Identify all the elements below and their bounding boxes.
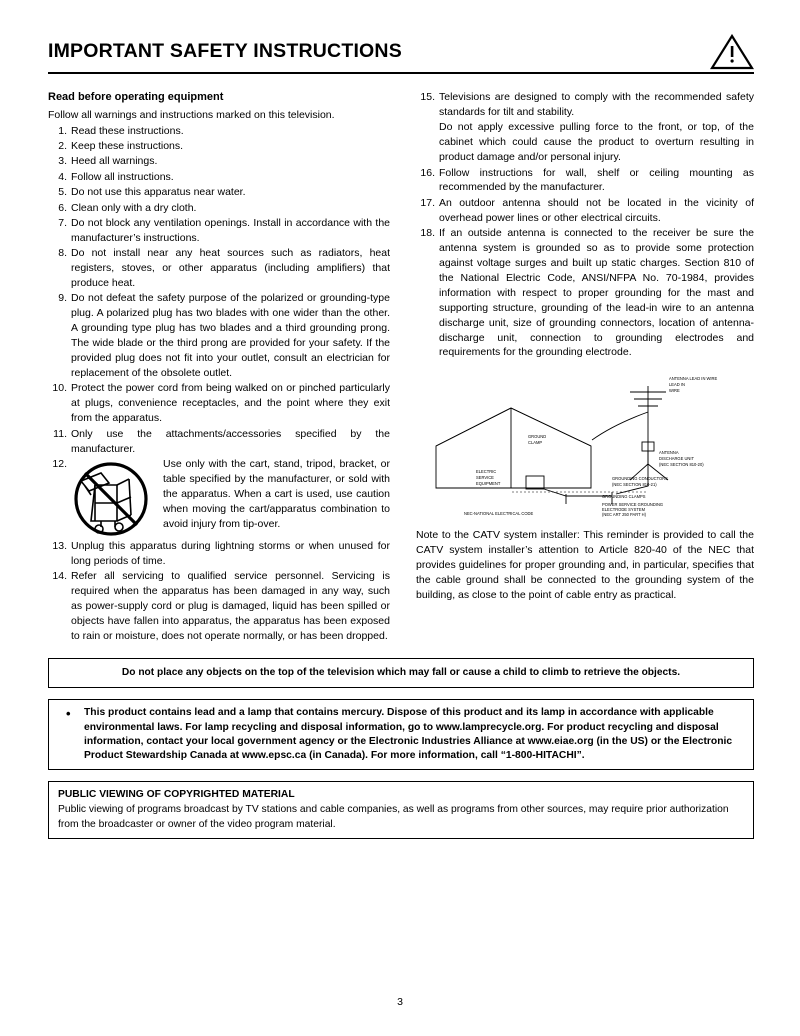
notice-boxes: [48, 658, 754, 839]
list-item-number: 10.: [52, 382, 67, 395]
list-item-text: Clean only with a dry cloth.: [71, 201, 197, 214]
list-item: [48, 246, 390, 291]
list-item-number: 7.: [58, 216, 67, 229]
right-column: [416, 90, 754, 644]
list-item: [48, 381, 390, 426]
list-item-text: Do not install near any heat sources such as radiators, heat registers, stoves, or other apparatus (including amplifiers) that produce heat.: [71, 247, 390, 290]
list-item-number: 5.: [58, 186, 67, 199]
svg-text:(NEC ART 250 PART H): (NEC ART 250 PART H): [602, 512, 646, 518]
diagram-label: NEC-NATIONAL ELECTRICAL CODE: [464, 511, 534, 517]
svg-text:DISCHARGE UNIT: DISCHARGE UNIT: [659, 456, 695, 462]
antenna-grounding-diagram: [416, 368, 754, 518]
left-column: [48, 90, 390, 644]
svg-text:(NEC SECTION 810-20): (NEC SECTION 810-20): [659, 462, 704, 468]
list-item-text: Heed all warnings.: [71, 155, 158, 168]
diagram-label: GROUNDING CONDUCTORS: [612, 476, 668, 482]
svg-text:(NEC SECTION 810-21): (NEC SECTION 810-21): [612, 482, 657, 488]
public-viewing-body: Public viewing of programs broadcast by TV stations and cable companies, as well as programs from other sources, may require prior authorization from the broadcaster or owner of the video program material.: [58, 804, 729, 830]
list-item-text: Refer all servicing to qualified service personnel. Servicing is required when the apparatus has been damaged in any way, such as power-supply cord or plug is damaged, liquid has been spilled or objects have fallen into apparatus, the apparatus has been exposed to rain or moisture, does not operate normally, or has been dropped.: [71, 570, 390, 642]
mercury-disposal-text: This product contains lead and a lamp that contains mercury. Dispose of this product and its lamp in accordance with applicable environmental laws. For lamp recycling and disposal information, go to www.lamprecycle.org. For product recycling and disposal information, contact your local government agency or the Electronic Industries Alliance at www.eiae.org (in the US) or the Electronic Product Stewardship Canada at www.epsc.ca (in Canada). For more information, call “1-800-HITACHI”.: [84, 707, 733, 761]
list-item: [416, 226, 754, 360]
list-item-number: 1.: [58, 124, 67, 137]
safety-instruction-list-3: [416, 90, 754, 360]
diagram-label: ANTENNA: [659, 450, 679, 456]
mercury-disposal-box: [48, 699, 754, 770]
svg-text:LEAD IN: LEAD IN: [669, 382, 685, 388]
svg-text:ELECTRODE SYSTEM: ELECTRODE SYSTEM: [602, 507, 645, 513]
diagram-label: POWER SERVICE GROUNDING: [602, 502, 664, 508]
svg-text:WIRE: WIRE: [669, 388, 680, 394]
list-item-text: Protect the power cord from being walked on or pinched particularly at plugs, convenience receptacles, and the point where they exit from the apparatus.: [71, 382, 390, 425]
list-item: [48, 154, 390, 169]
list-item: [48, 201, 390, 216]
list-item-number: 17.: [420, 196, 435, 209]
safety-instruction-list-1: [48, 124, 390, 457]
list-item: [48, 124, 390, 139]
list-item-text: Follow all instructions.: [71, 170, 174, 183]
header-divider: [48, 72, 754, 74]
list-item-text: Do not apply excessive pulling force to the front, or top, of the cabinet which could cause the product to overturn resulting in product damage and/or personal injury.: [439, 121, 754, 164]
svg-text:SERVICE: SERVICE: [476, 475, 494, 481]
warning-triangle-icon: [710, 34, 754, 70]
list-item-text: If an outside antenna is connected to the receiver be sure the antenna system is grounded so as to provide some protection against voltage surges and built up static charges. Section 810 of the National Electric Code, ANSI/NFPA No. 70-1984, provides information with respect to proper grounding for the mast and supporting structure, grounding of the lead-in wire to an antenna discharge unit, size of grounding connectors, location of antenna-discharge unit, connection to grounding electrodes and requirements for the grounding electrode.: [439, 227, 754, 359]
list-item: [48, 185, 390, 200]
top-objects-warning-box: Do not place any objects on the top of the television which may fall or cause a child to climb to retrieve the objects.: [48, 658, 754, 688]
list-item: [416, 196, 754, 226]
catv-note: Note to the CATV system installer: This reminder is provided to call the CATV system installer’s attention to Article 820-40 of the NEC that provides guidelines for proper grounding and, in particular, specifies that the cable ground shall be connected to the grounding system of the building, as close to the point of cable entry as practical.: [416, 529, 754, 601]
list-item-text: Unplug this apparatus during lightning storms or when unused for long periods of time.: [71, 539, 390, 567]
left-lead-text: Follow all warnings and instructions marked on this television.: [48, 108, 335, 121]
list-item-12: [48, 457, 390, 537]
list-item-number: 8.: [58, 247, 67, 260]
list-item: [416, 90, 754, 120]
list-item-number: 3.: [58, 155, 67, 168]
diagram-label: ELECTRIC: [476, 469, 497, 475]
list-item-text: Read these instructions.: [71, 124, 184, 137]
list-item-number: 18.: [420, 227, 435, 240]
svg-text:CLAMP: CLAMP: [528, 440, 543, 446]
list-item-text: Do not block any ventilation openings. Install in accordance with the manufacturer’s instructions.: [71, 216, 390, 244]
list-item-number: 14.: [52, 570, 67, 583]
left-subheading: Read before operating equipment: [48, 91, 224, 103]
list-item-number: 4.: [58, 170, 67, 183]
list-item-text: Only use the attachments/accessories specified by the manufacturer.: [71, 427, 390, 455]
list-item: [48, 427, 390, 457]
public-viewing-box: [48, 781, 754, 839]
list-item: [416, 120, 754, 165]
list-item-text: An outdoor antenna should not be located in the vicinity of overhead power lines or other electrical circuits.: [439, 196, 754, 224]
list-item-number: 16.: [420, 166, 435, 179]
list-item-text: Do not use this apparatus near water.: [71, 186, 246, 199]
diagram-label: GROUNDING CLAMPS: [602, 494, 646, 500]
list-item: [416, 166, 754, 196]
list-item-text: Keep these instructions.: [71, 139, 184, 152]
two-column-body: [48, 90, 754, 644]
list-item: [48, 139, 390, 154]
list-item-number: 9.: [58, 292, 67, 305]
list-item-number: 6.: [58, 201, 67, 214]
list-item-number: 12.: [52, 457, 67, 470]
list-item-number: 15.: [420, 91, 435, 103]
page-title: IMPORTANT SAFETY INSTRUCTIONS: [48, 40, 402, 62]
list-item-number: 13.: [52, 539, 67, 552]
list-item: [48, 569, 390, 644]
list-item-text: Do not defeat the safety purpose of the polarized or grounding-type plug. A polarized plug has two blades with one wider than the other. A grounding type plug has two blades and a third grounding prong. The wide blade or the third prong are provided for your safety. If the provided plug does not fit into your outlet, consult an electrician for replacement of the obsolete outlet.: [71, 292, 390, 380]
list-item: [48, 216, 390, 246]
page-number: 3: [397, 996, 403, 1008]
list-item-number: 2.: [58, 139, 67, 152]
bullet-icon: •: [66, 706, 71, 722]
page-content: [48, 34, 754, 850]
safety-instruction-list-2: [48, 539, 390, 644]
diagram-label: ANTENNA LEAD IN WIRE: [669, 376, 718, 382]
list-item-text: Televisions are designed to comply with the recommended safety standards for tilt and stability.: [439, 91, 754, 118]
list-item-text: Use only with the cart, stand, tripod, bracket, or table specified by the manufacturer, or sold with the apparatus. When a cart is used, use caution when moving the cart/apparatus combination to avoid injury from tip-over.: [163, 457, 390, 530]
public-viewing-title: PUBLIC VIEWING OF COPYRIGHTED MATERIAL: [58, 789, 295, 801]
diagram-label: GROUND: [528, 434, 547, 440]
list-item: [48, 539, 390, 569]
list-item: [48, 291, 390, 380]
list-item: [48, 170, 390, 185]
list-item-text: Follow instructions for wall, shelf or ceiling mounting as recommended by the manufacturer.: [439, 166, 754, 194]
cart-tip-over-icon: [71, 459, 157, 537]
page-header: [48, 34, 754, 78]
svg-text:EQUIPMENT: EQUIPMENT: [476, 481, 501, 487]
list-item-number: 11.: [53, 427, 67, 440]
